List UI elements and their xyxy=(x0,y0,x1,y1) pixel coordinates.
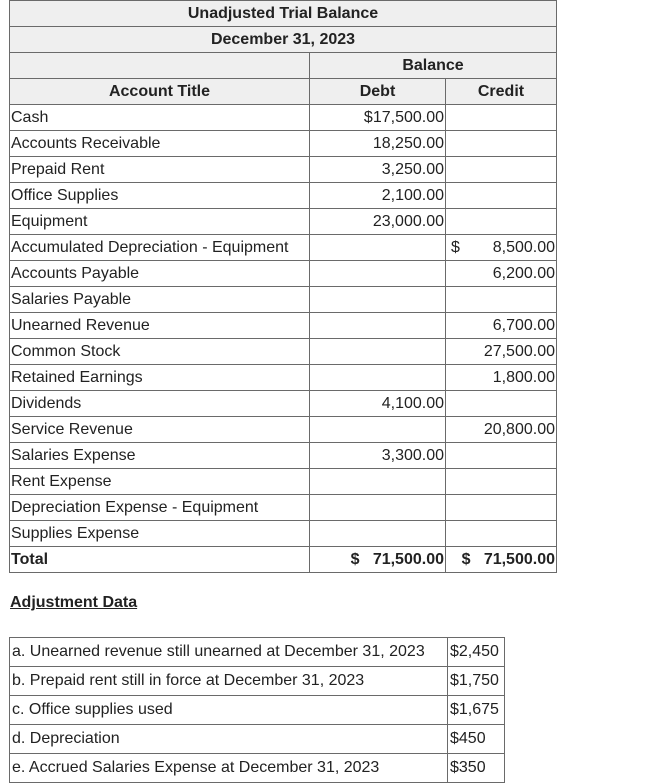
debit-cell xyxy=(310,521,446,547)
table-row xyxy=(10,313,557,339)
credit-amount: 1,800.00 xyxy=(492,368,555,386)
adjustment-amount: $2,450 xyxy=(448,638,505,667)
credit-cell xyxy=(446,313,557,339)
debit-cell: 4,100.00 xyxy=(310,391,446,417)
credit-cell xyxy=(446,131,557,157)
table-row xyxy=(10,261,557,287)
account-title-cell: Unearned Revenue xyxy=(10,313,310,339)
adjustment-amount: $1,750 xyxy=(448,667,505,696)
credit-cell xyxy=(446,105,557,131)
total-credit: $ 71,500.00 xyxy=(446,547,557,573)
adjustment-description: e. Accrued Salaries Expense at December 31, 2023 xyxy=(10,754,448,783)
credit-cell xyxy=(446,469,557,495)
account-title-cell: Rent Expense xyxy=(10,469,310,495)
table-row xyxy=(10,521,557,547)
table-row xyxy=(10,209,557,235)
header-balance: Balance xyxy=(310,53,557,79)
credit-cell xyxy=(446,287,557,313)
table-row xyxy=(10,469,557,495)
header-blank xyxy=(10,53,310,79)
adjustment-amount: $450 xyxy=(448,725,505,754)
debit-cell: 18,250.00 xyxy=(310,131,446,157)
credit-cell xyxy=(446,391,557,417)
account-title-cell: Prepaid Rent xyxy=(10,157,310,183)
table-row xyxy=(10,287,557,313)
table-date: December 31, 2023 xyxy=(10,27,557,53)
header-account-title: Account Title xyxy=(10,79,310,105)
account-title-cell: Common Stock xyxy=(10,339,310,365)
debit-cell: 3,300.00 xyxy=(310,443,446,469)
credit-cell xyxy=(446,521,557,547)
adjustment-description: b. Prepaid rent still in force at December 31, 2023 xyxy=(10,667,448,696)
adjustment-description: c. Office supplies used xyxy=(10,696,448,725)
credit-amount: 6,700.00 xyxy=(492,316,555,334)
table-row xyxy=(10,365,557,391)
debit-cell xyxy=(310,235,446,261)
debit-cell xyxy=(310,287,446,313)
account-title-cell: Cash xyxy=(10,105,310,131)
header-credit: Credit xyxy=(446,79,557,105)
adjustment-amount: $350 xyxy=(448,754,505,783)
account-title-cell: Salaries Payable xyxy=(10,287,310,313)
debit-cell xyxy=(310,417,446,443)
account-title-cell: Salaries Expense xyxy=(10,443,310,469)
adjustment-data-title: Adjustment Data xyxy=(10,594,138,611)
credit-amount: 27,500.00 xyxy=(483,342,555,360)
table-row xyxy=(10,105,557,131)
credit-currency-symbol: $ xyxy=(451,239,460,256)
debit-cell xyxy=(310,365,446,391)
adjustment-row xyxy=(10,696,505,725)
credit-amount: 20,800.00 xyxy=(483,420,555,438)
table-row xyxy=(10,339,557,365)
table-title: Unadjusted Trial Balance xyxy=(10,1,557,27)
total-label: Total xyxy=(10,547,310,573)
table-row xyxy=(10,495,557,521)
adjustment-row xyxy=(10,638,505,667)
table-row xyxy=(10,235,557,261)
table-row xyxy=(10,391,557,417)
debit-cell xyxy=(310,469,446,495)
adjustment-row xyxy=(10,754,505,783)
adjustment-description: d. Depreciation xyxy=(10,725,448,754)
trial-balance-table xyxy=(9,0,557,573)
adjustment-amount: $1,675 xyxy=(448,696,505,725)
credit-amount: 6,200.00 xyxy=(492,264,555,282)
debit-cell: $17,500.00 xyxy=(310,105,446,131)
credit-cell xyxy=(446,365,557,391)
adjustment-description: a. Unearned revenue still unearned at December 31, 2023 xyxy=(10,638,448,667)
debit-cell xyxy=(310,339,446,365)
adjustment-data-table xyxy=(9,637,505,783)
credit-cell xyxy=(446,417,557,443)
account-title-cell: Accounts Payable xyxy=(10,261,310,287)
adjustment-row xyxy=(10,667,505,696)
account-title-cell: Service Revenue xyxy=(10,417,310,443)
debit-cell: 3,250.00 xyxy=(310,157,446,183)
account-title-cell: Equipment xyxy=(10,209,310,235)
account-title-cell: Dividends xyxy=(10,391,310,417)
credit-cell xyxy=(446,209,557,235)
credit-cell xyxy=(446,157,557,183)
debit-cell xyxy=(310,261,446,287)
account-title-cell: Accounts Receivable xyxy=(10,131,310,157)
credit-cell xyxy=(446,495,557,521)
account-title-cell: Supplies Expense xyxy=(10,521,310,547)
credit-amount: 8,500.00 xyxy=(492,238,555,256)
table-row xyxy=(10,131,557,157)
account-title-cell: Office Supplies xyxy=(10,183,310,209)
credit-cell xyxy=(446,261,557,287)
adjustment-row xyxy=(10,725,505,754)
total-row xyxy=(10,547,557,573)
table-row xyxy=(10,443,557,469)
account-title-cell: Retained Earnings xyxy=(10,365,310,391)
debit-cell xyxy=(310,313,446,339)
credit-cell xyxy=(446,183,557,209)
debit-cell: 2,100.00 xyxy=(310,183,446,209)
debit-cell xyxy=(310,495,446,521)
debit-cell: 23,000.00 xyxy=(310,209,446,235)
credit-cell xyxy=(446,339,557,365)
total-debit: $ 71,500.00 xyxy=(310,547,446,573)
credit-cell xyxy=(446,443,557,469)
table-row xyxy=(10,183,557,209)
account-title-cell: Depreciation Expense - Equipment xyxy=(10,495,310,521)
header-debit: Debt xyxy=(310,79,446,105)
table-row xyxy=(10,417,557,443)
table-row xyxy=(10,157,557,183)
credit-cell xyxy=(446,235,557,261)
account-title-cell: Accumulated Depreciation - Equipment xyxy=(10,235,310,261)
